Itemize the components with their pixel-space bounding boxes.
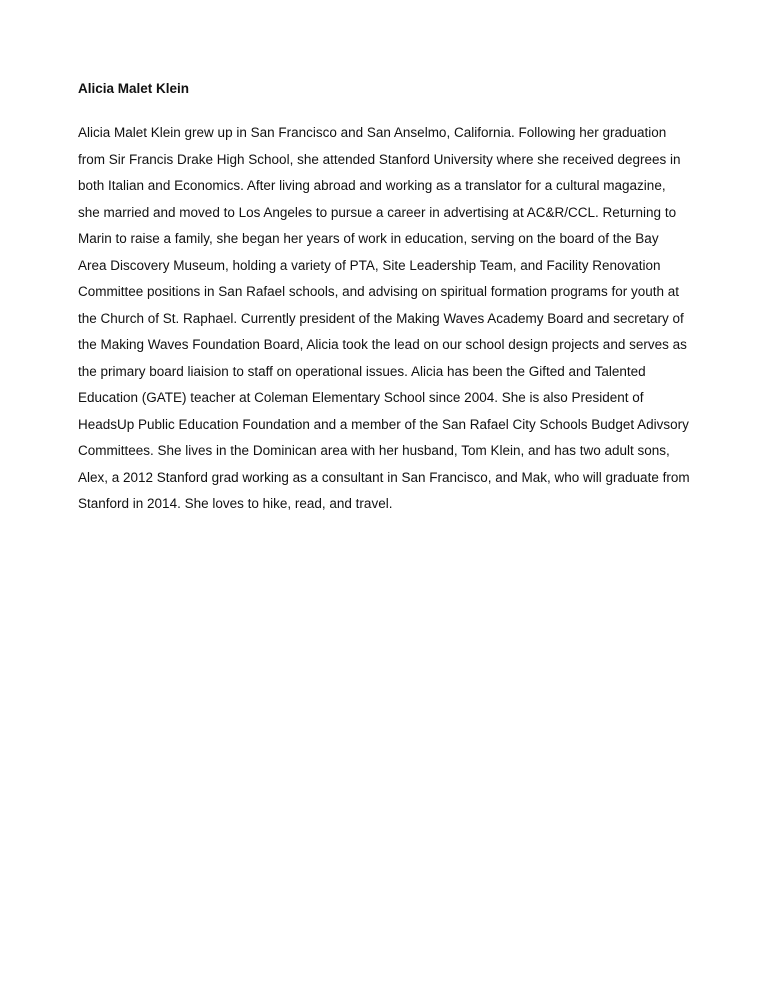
document-heading: Alicia Malet Klein <box>78 81 190 96</box>
biography-paragraph: Alicia Malet Klein grew up in San Francisco and San Anselmo, California. Following her graduation from Sir Francis Drake High School, she attended Stanford University where she received degrees in both Italian and Economics. After living abroad and working as a translator for a cultural magazine, she married and moved to Los Angeles to pursue a career in advertising at AC&R/CCL. Returning to Marin to raise a family, she began her years of work in education, serving on the board of the Bay Area Discovery Museum, holding a variety of PTA, Site Leadership Team, and Facility Renovation Committee positions in San Rafael schools, and advising on spiritual formation programs for youth at the Church of St. Raphael. Currently president of the Making Waves Academy Board and secretary of the Making Waves Foundation Board, Alicia took the lead on our school design projects and serves as the primary board liaision to staff on operational issues. Alicia has been the Gifted and Talented Education (GATE) teacher at Coleman Elementary School since 2004. She is also President of HeadsUp Public Education Foundation and a member of the San Rafael City Schools Budget Adivsory Committees. She lives in the Dominican area with her husband, Tom Klein, and has two adult sons, Alex, a 2012 Stanford grad working as a consultant in San Francisco, and Mak, who will graduate from Stanford in 2014. She loves to hike, read, and travel. <box>78 125 690 511</box>
document-content <box>78 76 690 518</box>
